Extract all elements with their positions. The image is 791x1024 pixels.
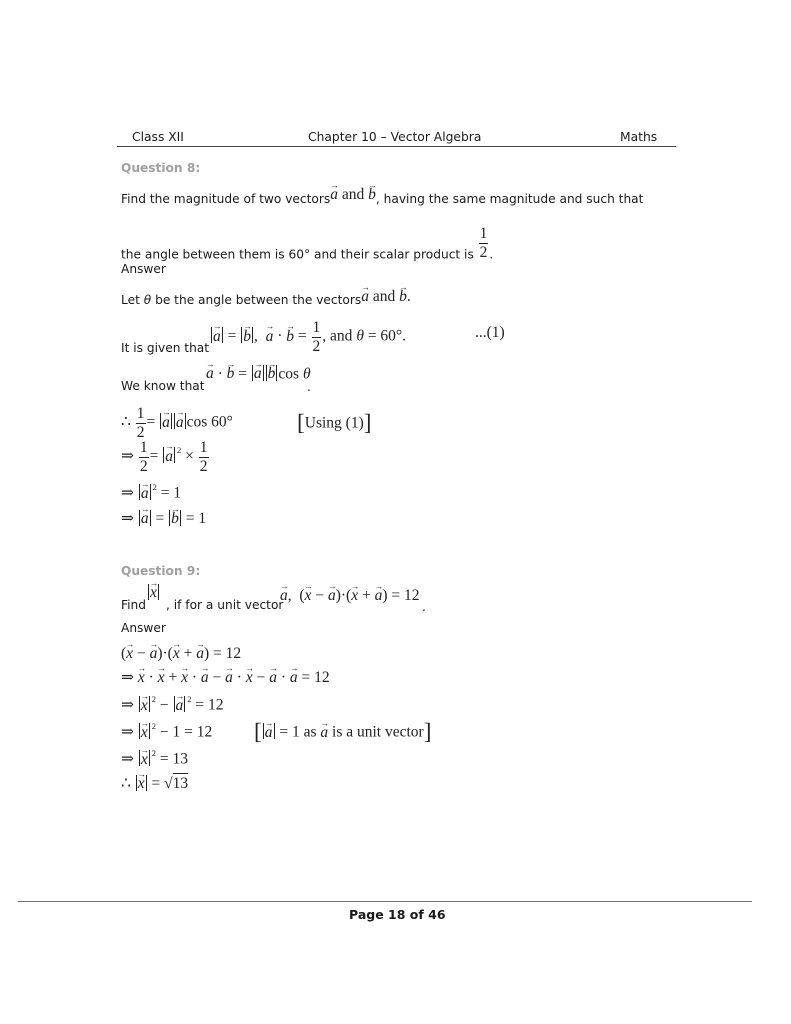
q9-find-mid: , if for a unit vector (166, 598, 284, 612)
q8-let-line: Let θ be the angle between the vectors→ a and → b. (121, 291, 411, 309)
q8-know-math: → a · → b = → a → b cos θ (206, 365, 311, 383)
q9-step-6: ∴ → x = √13 (121, 774, 188, 793)
q8-step-2: ⇒ $\frac{1}{2}$ = → a $^2$ × $\frac{1}{2}$ (121, 440, 210, 474)
header-divider (117, 146, 676, 147)
q9-step-5: ⇒ → x $^2$ = 13 (121, 748, 188, 769)
q9-step-3: ⇒ → x $^2$ − → a $^2$ = 12 (121, 694, 224, 715)
question-9-title: Question 9: (121, 564, 201, 578)
header-chapter: Chapter 10 – Vector Algebra (308, 130, 482, 144)
q8-step-4: ⇒ → a = → b = 1 (121, 509, 206, 528)
q8-given-ref: ...(1) (475, 324, 505, 341)
q8-given-label: It is given that (121, 341, 210, 355)
q8-know-label: We know that (121, 379, 205, 393)
q8-vectors-math: → a and → b (330, 186, 376, 203)
footer-divider (18, 901, 752, 902)
q8-step-1-note: [Using (1)] (297, 410, 372, 436)
question-8-title: Question 8: (121, 161, 201, 175)
q9-step-4: ⇒ → x $^2$ − 1 = 12 (121, 721, 212, 742)
q8-know-post: . (307, 380, 311, 394)
q8-line2-text: the angle between them is 60° and their scalar product is (121, 247, 474, 262)
question-8-line-1 (121, 186, 644, 208)
question-8-line-2: the angle between them is 60° and their scalar product is $\frac{1}{2}$ . (121, 225, 494, 262)
q9-find-condition: → a, (→ x − → a)·(→ x + → a) = 12 (280, 587, 419, 605)
q9-find-post: . (422, 600, 426, 614)
q9-step-1: (→ x − → a)·(→ x + → a) = 12 (121, 645, 241, 663)
q9-step-2: ⇒ → x · → x + → x · → a − → a · → x − → a · → a = 12 (121, 668, 330, 687)
q8-answer-label: Answer (121, 262, 166, 276)
q8-given-math: → a = → b , → a · → b = $\frac{1}{2}$ , and θ = 60°. (210, 320, 406, 354)
q9-answer-label: Answer (121, 621, 166, 635)
q9-step-4-note: [ → a = 1 as → a is a unit vector] (254, 719, 431, 746)
q9-find-pre: Find (121, 598, 146, 612)
q8-let-math: → a and → b. (361, 288, 411, 305)
header-subject: Maths (620, 130, 658, 144)
q8-step-3: ⇒ → a $^2$ = 1 (121, 482, 181, 503)
q8-line1-post: , having the same magnitude and such that (375, 192, 644, 206)
page-number: Page 18 of 46 (349, 907, 446, 922)
q8-half-fraction: $\frac{1}{2}$ (479, 225, 488, 261)
q8-step-1: ∴ $\frac{1}{2}$ = → a → a cos 60° (121, 406, 233, 440)
q9-find-math: → x (147, 584, 160, 602)
q8-line1-text: Find the magnitude of two vectors (121, 192, 331, 206)
header-class: Class XII (132, 130, 184, 144)
